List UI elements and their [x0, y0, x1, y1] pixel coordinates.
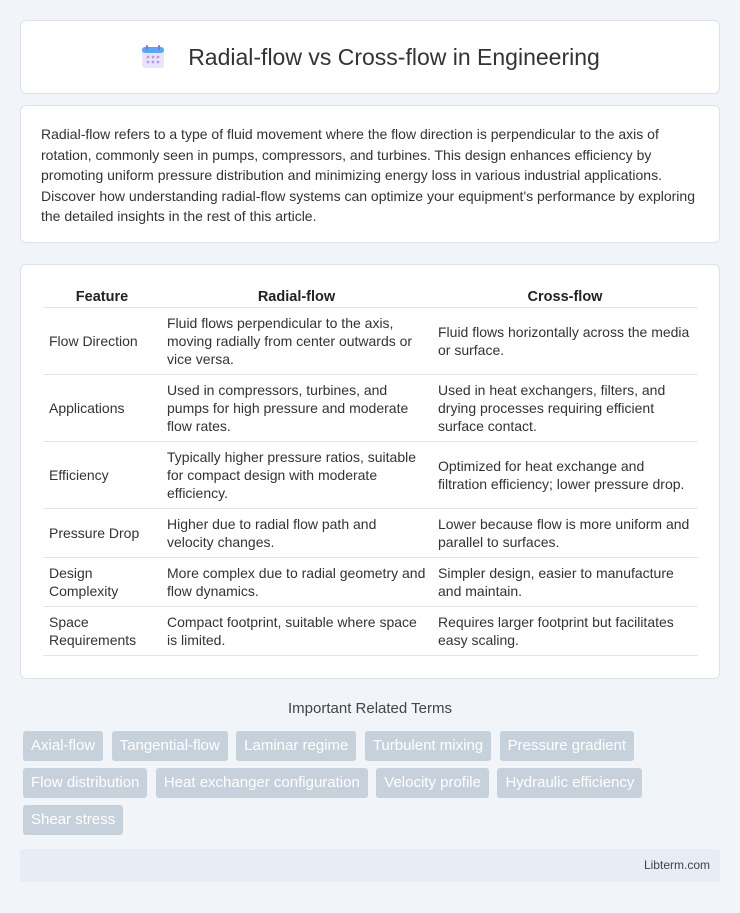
- intro-text: Radial-flow refers to a type of fluid movement where the flow direction is perpendicular to the axis of rotation, commonly seen in pumps, compressors, and turbines. This design enhances efficiency by promoting uniform pressure distribution and minimizing energy loss in various industrial applications. Discover how understanding radial-flow systems can optimize your equipment's performance by exploring the detailed insights in the rest of this article.: [41, 126, 695, 224]
- radial-flow-cell: Compact footprint, suitable where space is limited.: [161, 607, 432, 656]
- table-row: [43, 375, 698, 442]
- table-row: [43, 442, 698, 509]
- radial-flow-cell: Higher due to radial flow path and velocity changes.: [161, 509, 432, 558]
- page-title: Radial-flow vs Cross-flow in Engineering: [188, 43, 600, 70]
- related-term-tag[interactable]: Flow distribution: [23, 768, 147, 798]
- cross-flow-cell: Lower because flow is more uniform and parallel to surfaces.: [432, 509, 698, 558]
- feature-cell: Space Requirements: [43, 607, 161, 656]
- table-row: [43, 558, 698, 607]
- related-term-tag[interactable]: Laminar regime: [236, 731, 356, 761]
- title-card: [20, 20, 720, 94]
- table-row: [43, 607, 698, 656]
- cross-flow-cell: Optimized for heat exchange and filtration efficiency; lower pressure drop.: [432, 442, 698, 509]
- related-term-tag[interactable]: Turbulent mixing: [365, 731, 491, 761]
- radial-flow-cell: Used in compressors, turbines, and pumps for high pressure and moderate flow rates.: [161, 375, 432, 442]
- related-terms-title: Important Related Terms: [288, 700, 452, 717]
- related-term-tag[interactable]: Axial-flow: [23, 731, 103, 761]
- related-term-tag[interactable]: Velocity profile: [376, 768, 489, 798]
- related-term-tag[interactable]: Heat exchanger configuration: [156, 768, 368, 798]
- header-radial-flow: Radial-flow: [161, 285, 432, 308]
- related-terms-list: [23, 731, 723, 842]
- radial-flow-cell: More complex due to radial geometry and flow dynamics.: [161, 558, 432, 607]
- table-row: [43, 509, 698, 558]
- related-term-tag[interactable]: Shear stress: [23, 805, 123, 835]
- footer-brand-link[interactable]: Libterm.com: [643, 858, 710, 872]
- radial-flow-cell: Fluid flows perpendicular to the axis, moving radially from center outwards or vice versa.: [161, 308, 432, 375]
- intro-card: [20, 105, 720, 243]
- cross-flow-cell: Simpler design, easier to manufacture and maintain.: [432, 558, 698, 607]
- header-cross-flow: Cross-flow: [432, 285, 698, 308]
- calendar-icon: [140, 44, 166, 70]
- radial-flow-cell: Typically higher pressure ratios, suitable for compact design with moderate efficiency.: [161, 442, 432, 509]
- related-term-tag[interactable]: Tangential-flow: [112, 731, 228, 761]
- cross-flow-cell: Fluid flows horizontally across the media or surface.: [432, 308, 698, 375]
- footer: [20, 849, 720, 882]
- cross-flow-cell: Used in heat exchangers, filters, and drying processes requiring efficient surface contact.: [432, 375, 698, 442]
- related-term-tag[interactable]: Pressure gradient: [500, 731, 634, 761]
- feature-cell: Applications: [43, 375, 161, 442]
- cross-flow-cell: Requires larger footprint but facilitates easy scaling.: [432, 607, 698, 656]
- feature-cell: Efficiency: [43, 442, 161, 509]
- table-header-row: [43, 285, 698, 308]
- header-feature: Feature: [43, 285, 161, 308]
- feature-cell: Design Complexity: [43, 558, 161, 607]
- feature-cell: Pressure Drop: [43, 509, 161, 558]
- related-term-tag[interactable]: Hydraulic efficiency: [497, 768, 642, 798]
- comparison-card: [20, 264, 720, 679]
- feature-cell: Flow Direction: [43, 308, 161, 375]
- comparison-table: [43, 285, 698, 656]
- table-row: [43, 308, 698, 375]
